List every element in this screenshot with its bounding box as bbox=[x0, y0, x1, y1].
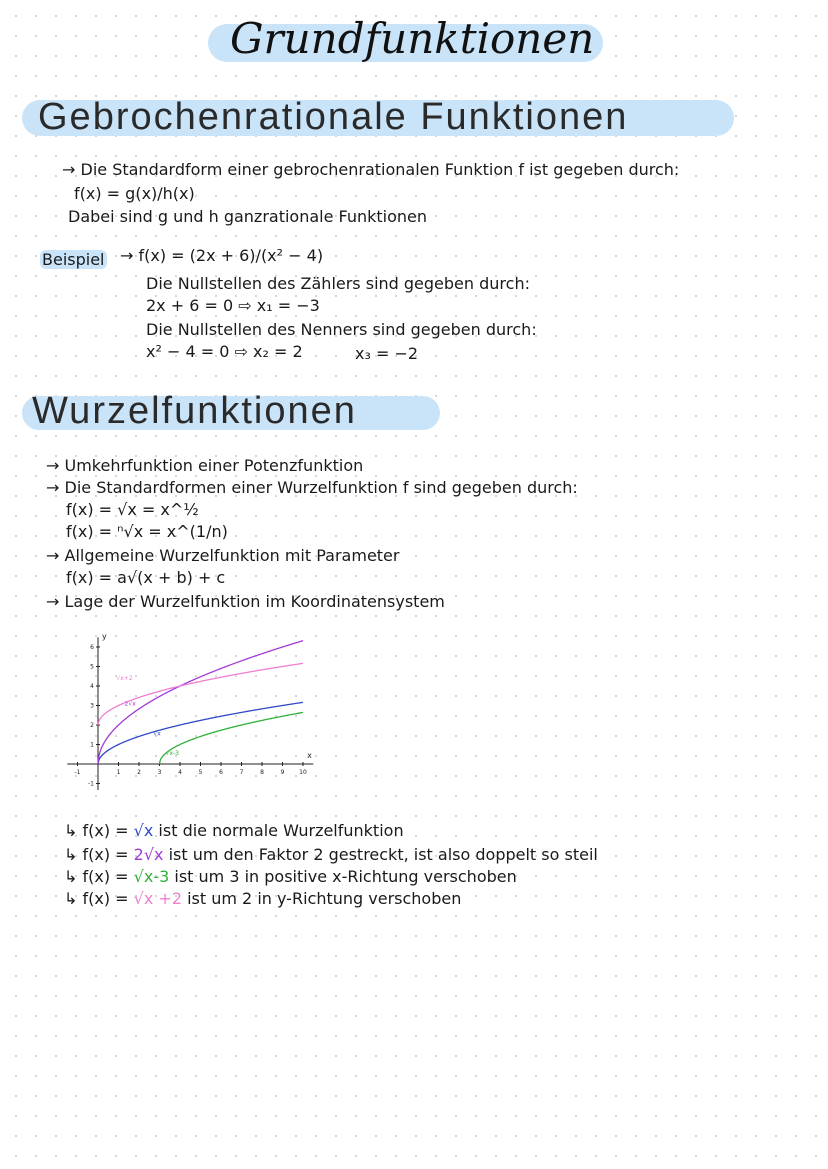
explanation-text: ist um 3 in positive x-Richtung verschoben bbox=[169, 867, 517, 886]
x-tick-label: 10 bbox=[299, 769, 307, 776]
example-line4b: x₃ = −2 bbox=[355, 344, 419, 363]
section1-formula: f(x) = g(x)/h(x) bbox=[74, 184, 195, 203]
x-tick-label: 8 bbox=[260, 769, 264, 776]
series-label-1: 2√x bbox=[124, 700, 136, 708]
explanation-prefix: f(x) = bbox=[82, 821, 134, 840]
explanation-sqrt-minus3 bbox=[64, 867, 517, 886]
x-tick-label: 9 bbox=[280, 769, 285, 776]
y-tick-label: 2 bbox=[90, 722, 94, 729]
section1-note: Dabei sind g und h ganzrationale Funktionen bbox=[68, 207, 428, 226]
explanation-text: ist um 2 in y-Richtung verschoben bbox=[182, 889, 462, 908]
series-label-0: √x bbox=[153, 730, 161, 738]
expr-sqrt-minus3: √x-3 bbox=[133, 867, 170, 886]
expr-sqrt: √x bbox=[133, 821, 154, 840]
explanation-text: ist die normale Wurzelfunktion bbox=[153, 821, 404, 840]
series-line-0 bbox=[98, 702, 303, 764]
bullet-allgemein: → Allgemeine Wurzelfunktion mit Parameter bbox=[46, 546, 400, 565]
explanation-arrow: ↳ bbox=[64, 845, 78, 864]
explanation-prefix: f(x) = bbox=[82, 867, 134, 886]
x-tick-label: 1 bbox=[116, 769, 121, 776]
explanation-prefix: f(x) = bbox=[82, 889, 134, 908]
series-label-2: √x-3 bbox=[165, 750, 180, 758]
example-line3: Die Nullstellen des Nenners sind gegeben durch: bbox=[146, 320, 537, 339]
series-line-2 bbox=[160, 712, 304, 764]
y-axis-label: y bbox=[102, 632, 107, 642]
explanation-arrow: ↳ bbox=[64, 867, 78, 886]
page-title: Grundfunktionen bbox=[230, 14, 595, 63]
explanation-arrow: ↳ bbox=[64, 821, 78, 840]
sqrt-functions-chart bbox=[60, 630, 320, 790]
section1-heading: Gebrochenrationale Funktionen bbox=[38, 96, 629, 138]
x-tick-label: 6 bbox=[219, 769, 223, 776]
example-line4: x² − 4 = 0 ⇨ x₂ = 2 bbox=[146, 342, 303, 361]
series-label-3: √x+2 bbox=[116, 675, 133, 683]
explanation-sqrt bbox=[64, 821, 404, 840]
y-tick-label: 1 bbox=[90, 741, 94, 749]
y-tick-label: 6 bbox=[90, 644, 94, 651]
explanation-text: ist um den Faktor 2 gestreckt, ist also doppelt so steil bbox=[163, 845, 598, 864]
expr-2sqrt: 2√x bbox=[133, 845, 164, 864]
formula-sqrt: f(x) = √x = x^½ bbox=[66, 500, 199, 519]
x-axis-label: x bbox=[307, 751, 312, 760]
example-line1: Die Nullstellen des Zählers sind gegeben durch: bbox=[146, 274, 530, 293]
example-formula: → f(x) = (2x + 6)/(x² − 4) bbox=[120, 246, 324, 265]
explanation-sqrt-plus2 bbox=[64, 889, 461, 908]
y-tick-label: 4 bbox=[90, 683, 94, 690]
y-tick-label: 3 bbox=[90, 702, 94, 710]
bullet-lage: → Lage der Wurzelfunktion im Koordinatensystem bbox=[46, 592, 445, 611]
explanation-arrow: ↳ bbox=[64, 889, 78, 908]
formula-nth-root: f(x) = ⁿ√x = x^(1/n) bbox=[66, 522, 228, 541]
x-tick-label: 5 bbox=[198, 769, 203, 776]
y-tick-label: -1 bbox=[88, 780, 94, 788]
bullet-standardformen: → Die Standardformen einer Wurzelfunktion f sind gegeben durch: bbox=[46, 478, 578, 497]
x-tick-label: 3 bbox=[157, 769, 162, 776]
expr-sqrt-plus2: √x +2 bbox=[133, 889, 183, 908]
x-tick-label: 2 bbox=[137, 769, 141, 776]
bullet-umkehr: → Umkehrfunktion einer Potenzfunktion bbox=[46, 456, 364, 475]
explanation-prefix: f(x) = bbox=[82, 845, 134, 864]
section2-heading: Wurzelfunktionen bbox=[32, 390, 357, 432]
example-label: Beispiel bbox=[42, 250, 105, 269]
section1-intro: → Die Standardform einer gebrochenrationalen Funktion f ist gegeben durch: bbox=[62, 160, 680, 179]
explanation-2sqrt bbox=[64, 845, 598, 864]
y-tick-label: 5 bbox=[90, 663, 94, 671]
formula-general: f(x) = a√(x + b) + c bbox=[66, 568, 226, 587]
x-tick-label: 4 bbox=[178, 769, 182, 776]
example-line2: 2x + 6 = 0 ⇨ x₁ = −3 bbox=[146, 296, 320, 315]
x-tick-label: -1 bbox=[74, 769, 81, 776]
x-tick-label: 7 bbox=[239, 769, 244, 776]
